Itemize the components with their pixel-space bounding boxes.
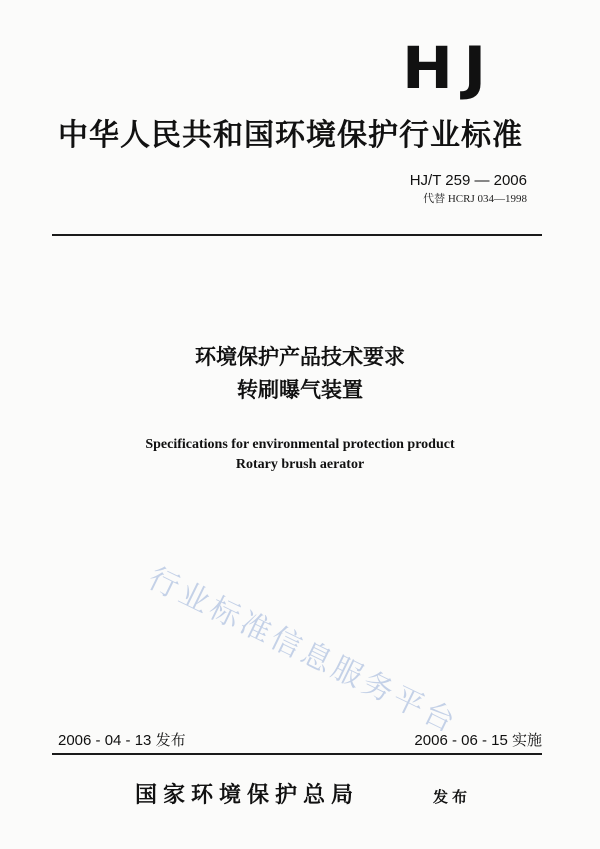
chinese-title-line-2: 转刷曝气装置 bbox=[237, 378, 363, 402]
standard-category-title: 中华人民共和国环境保护行业标准 bbox=[58, 118, 523, 153]
top-divider bbox=[52, 234, 542, 236]
publisher: 国家环境保护总局 bbox=[135, 783, 360, 808]
watermark: 行业标准信息服务平台 bbox=[142, 560, 464, 742]
standard-number: HJ/T 259 — 2006 bbox=[409, 172, 527, 189]
bottom-divider bbox=[52, 753, 542, 755]
english-title-line-1: Specifications for environmental protection product bbox=[145, 437, 455, 452]
effective-date: 2006 - 06 - 15 实施 bbox=[414, 732, 542, 749]
standard-code-mark: HJ bbox=[402, 34, 497, 102]
publish-label: 发布 bbox=[433, 788, 472, 806]
english-title-line-2: Rotary brush aerator bbox=[235, 457, 365, 472]
chinese-title-line-1: 环境保护产品技术要求 bbox=[195, 345, 405, 369]
replaces-note: 代替 HCRJ 034—1998 bbox=[423, 193, 527, 205]
issue-date: 2006 - 04 - 13 发布 bbox=[58, 732, 186, 749]
